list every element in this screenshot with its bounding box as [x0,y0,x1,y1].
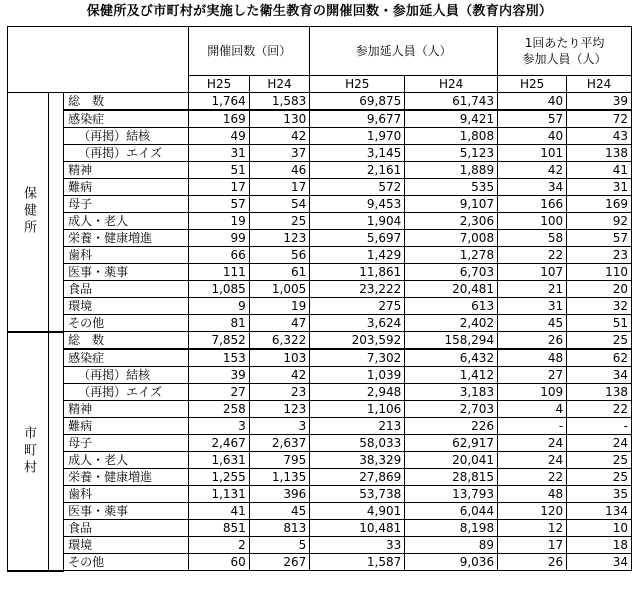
value-cell: 226 [405,418,498,435]
value-cell: 10,481 [310,520,405,537]
group-label: 保健所 [8,93,49,332]
value-cell: 535 [405,179,498,196]
value-cell: 1,039 [310,367,405,384]
value-cell: 2,402 [405,315,498,332]
table-row [8,162,632,179]
value-cell: 48 [498,486,567,503]
value-cell: 1,278 [405,247,498,264]
table-row [8,418,632,435]
value-cell: 1,764 [189,93,249,111]
table-row [8,520,632,537]
category-label: 感染症 [64,349,189,367]
value-cell: 17 [249,179,309,196]
value-cell: 19 [249,298,309,315]
value-cell: 138 [567,384,632,401]
value-cell: 24 [498,452,567,469]
value-cell: 57 [567,230,632,247]
value-cell: 19 [189,213,249,230]
value-cell: 9,036 [405,554,498,571]
category-label: 医事・薬事 [64,264,189,281]
value-cell: 62 [567,349,632,367]
table-row [8,281,632,298]
category-label: 精神 [64,162,189,179]
value-cell: 6,703 [405,264,498,281]
value-cell: 4 [498,401,567,418]
value-cell: 57 [189,196,249,213]
value-cell: 1,889 [405,162,498,179]
category-label: 歯科 [64,486,189,503]
table-row [8,230,632,247]
value-cell: 5,697 [310,230,405,247]
value-cell: 1,131 [189,486,249,503]
value-cell: 1,085 [189,281,249,298]
value-cell: 5,123 [405,145,498,162]
category-label: 医事・薬事 [64,503,189,520]
value-cell: 25 [249,213,309,230]
value-cell: - [498,418,567,435]
value-cell: 9,453 [310,196,405,213]
value-cell: 8,198 [405,520,498,537]
value-cell: 169 [567,196,632,213]
value-cell: 42 [249,128,309,145]
value-cell: 72 [567,110,632,128]
table-row [8,401,632,418]
value-cell: 7,852 [189,332,249,350]
value-cell: 275 [310,298,405,315]
value-cell: 24 [567,435,632,452]
category-label: 母子 [64,196,189,213]
value-cell: 45 [498,315,567,332]
value-cell: 138 [567,145,632,162]
table-row [8,384,632,401]
table-row [8,196,632,213]
value-cell: 26 [498,332,567,350]
table-row [8,145,632,162]
value-cell: 47 [249,315,309,332]
value-cell: 20,041 [405,452,498,469]
header-row-main [8,27,632,76]
value-cell: 2 [189,537,249,554]
value-cell: 45 [249,503,309,520]
table-row [8,367,632,384]
value-cell: 134 [567,503,632,520]
value-cell: 130 [249,110,309,128]
category-label: 食品 [64,520,189,537]
value-cell: 49 [189,128,249,145]
group-spacer [49,93,64,332]
category-label: その他 [64,554,189,571]
value-cell: 56 [249,247,309,264]
value-cell: 46 [249,162,309,179]
value-cell: 1,255 [189,469,249,486]
value-cell: 81 [189,315,249,332]
category-label: 歯科 [64,247,189,264]
table-row [8,452,632,469]
table-row-total [8,93,632,111]
value-cell: 169 [189,110,249,128]
value-cell: 92 [567,213,632,230]
header-average-line1: 1回あたり平均 [524,36,605,50]
value-cell: 39 [189,367,249,384]
value-cell: 572 [310,179,405,196]
value-cell: 103 [249,349,309,367]
category-label: 成人・老人 [64,213,189,230]
category-label: 成人・老人 [64,452,189,469]
value-cell: 31 [498,298,567,315]
group-spacer [49,332,64,571]
value-cell: 60 [189,554,249,571]
value-cell: 61,743 [405,93,498,111]
value-cell: 166 [498,196,567,213]
value-cell: 34 [498,179,567,196]
value-cell: 34 [567,554,632,571]
value-cell: 53,738 [310,486,405,503]
value-cell: 27 [189,384,249,401]
value-cell: 32 [567,298,632,315]
header-average [498,27,632,76]
value-cell: 851 [189,520,249,537]
value-cell: 203,592 [310,332,405,350]
value-cell: 1,583 [249,93,309,111]
value-cell: 1,808 [405,128,498,145]
value-cell: 41 [189,503,249,520]
value-cell: 6,432 [405,349,498,367]
value-cell: 35 [567,486,632,503]
value-cell: 25 [567,332,632,350]
value-cell: 1,412 [405,367,498,384]
value-cell: 57 [498,110,567,128]
value-cell: 22 [567,401,632,418]
value-cell: 31 [189,145,249,162]
value-cell: 1,904 [310,213,405,230]
value-cell: 41 [567,162,632,179]
value-cell: 120 [498,503,567,520]
value-cell: 9,107 [405,196,498,213]
category-label: 感染症 [64,110,189,128]
value-cell: 3,624 [310,315,405,332]
value-cell: 58 [498,230,567,247]
table-row [8,247,632,264]
category-label: 母子 [64,435,189,452]
table-row [8,537,632,554]
category-label: 環境 [64,298,189,315]
value-cell: 1,970 [310,128,405,145]
table-row [8,213,632,230]
value-cell: 42 [498,162,567,179]
value-cell: 12 [498,520,567,537]
value-cell: 28,815 [405,469,498,486]
header-average-line2: 参加人員（人） [522,52,607,66]
value-cell: 3,183 [405,384,498,401]
category-label: （再掲）エイズ [64,145,189,162]
value-cell: 62,917 [405,435,498,452]
value-cell: 48 [498,349,567,367]
category-label: 食品 [64,281,189,298]
value-cell: 61 [249,264,309,281]
header-corner [8,27,189,93]
group-label: 市町村 [8,332,49,571]
value-cell: 22 [498,247,567,264]
value-cell: 40 [498,93,567,111]
table-row [8,349,632,367]
category-label: その他 [64,315,189,332]
value-cell: 213 [310,418,405,435]
value-cell: 9 [189,298,249,315]
value-cell: 258 [189,401,249,418]
value-cell: 1,135 [249,469,309,486]
category-label: 難病 [64,179,189,196]
table-row [8,554,632,571]
category-label: （再掲）結核 [64,367,189,384]
value-cell: 51 [567,315,632,332]
value-cell: 1,005 [249,281,309,298]
value-cell: 51 [189,162,249,179]
category-label: 環境 [64,537,189,554]
value-cell: 37 [249,145,309,162]
category-label: （再掲）結核 [64,128,189,145]
table-row [8,110,632,128]
category-label: 総 数 [64,332,189,350]
value-cell: 7,008 [405,230,498,247]
value-cell: 25 [567,469,632,486]
value-cell: 2,467 [189,435,249,452]
value-cell: 1,587 [310,554,405,571]
category-label: （再掲）エイズ [64,384,189,401]
value-cell: 54 [249,196,309,213]
value-cell: 25 [567,452,632,469]
value-cell: 99 [189,230,249,247]
table-row [8,486,632,503]
value-cell: 40 [498,128,567,145]
value-cell: 2,703 [405,401,498,418]
value-cell: 109 [498,384,567,401]
value-cell: 27 [498,367,567,384]
value-cell: 396 [249,486,309,503]
value-cell: 4,901 [310,503,405,520]
header-year: H24 [405,76,498,93]
value-cell: 153 [189,349,249,367]
value-cell: 3,145 [310,145,405,162]
value-cell: 24 [498,435,567,452]
category-label: 栄養・健康増進 [64,469,189,486]
table-row [8,435,632,452]
value-cell: 26 [498,554,567,571]
table-row [8,315,632,332]
table-row [8,128,632,145]
table-row [8,179,632,196]
header-year: H25 [310,76,405,93]
table-row [8,469,632,486]
value-cell: 89 [405,537,498,554]
value-cell: 23 [249,384,309,401]
value-cell: 34 [567,367,632,384]
value-cell: 23,222 [310,281,405,298]
table-title: 保健所及び市町村が実施した衛生教育の開催回数・参加延人員（教育内容別） [86,4,553,19]
value-cell: 31 [567,179,632,196]
value-cell: 17 [189,179,249,196]
value-cell: 1,429 [310,247,405,264]
value-cell: - [567,418,632,435]
header-sessions: 開催回数（回） [189,27,310,76]
value-cell: 42 [249,367,309,384]
table-row-total [8,332,632,350]
value-cell: 1,106 [310,401,405,418]
value-cell: 111 [189,264,249,281]
value-cell: 613 [405,298,498,315]
value-cell: 101 [498,145,567,162]
value-cell: 107 [498,264,567,281]
value-cell: 795 [249,452,309,469]
value-cell: 38,329 [310,452,405,469]
header-year: H24 [567,76,632,93]
header-year: H25 [498,76,567,93]
value-cell: 1,631 [189,452,249,469]
value-cell: 66 [189,247,249,264]
value-cell: 10 [567,520,632,537]
category-label: 難病 [64,418,189,435]
table-row [8,298,632,315]
value-cell: 43 [567,128,632,145]
category-label: 総 数 [64,93,189,111]
value-cell: 18 [567,537,632,554]
value-cell: 110 [567,264,632,281]
table-row [8,503,632,520]
value-cell: 6,044 [405,503,498,520]
value-cell: 13,793 [405,486,498,503]
value-cell: 21 [498,281,567,298]
value-cell: 11,861 [310,264,405,281]
value-cell: 2,161 [310,162,405,179]
value-cell: 813 [249,520,309,537]
value-cell: 69,875 [310,93,405,111]
value-cell: 267 [249,554,309,571]
value-cell: 123 [249,230,309,247]
value-cell: 23 [567,247,632,264]
value-cell: 3 [249,418,309,435]
value-cell: 20 [567,281,632,298]
category-label: 栄養・健康増進 [64,230,189,247]
value-cell: 100 [498,213,567,230]
value-cell: 9,421 [405,110,498,128]
header-year: H24 [249,76,309,93]
value-cell: 2,637 [249,435,309,452]
value-cell: 158,294 [405,332,498,350]
value-cell: 9,677 [310,110,405,128]
value-cell: 39 [567,93,632,111]
value-cell: 7,302 [310,349,405,367]
value-cell: 6,322 [249,332,309,350]
value-cell: 22 [498,469,567,486]
header-year: H25 [189,76,249,93]
value-cell: 17 [498,537,567,554]
value-cell: 2,948 [310,384,405,401]
header-participants: 参加延人員（人） [310,27,498,76]
value-cell: 58,033 [310,435,405,452]
category-label: 精神 [64,401,189,418]
value-cell: 2,306 [405,213,498,230]
value-cell: 33 [310,537,405,554]
table-row [8,264,632,281]
value-cell: 3 [189,418,249,435]
value-cell: 20,481 [405,281,498,298]
value-cell: 123 [249,401,309,418]
statistics-table [7,26,632,572]
value-cell: 27,869 [310,469,405,486]
value-cell: 5 [249,537,309,554]
